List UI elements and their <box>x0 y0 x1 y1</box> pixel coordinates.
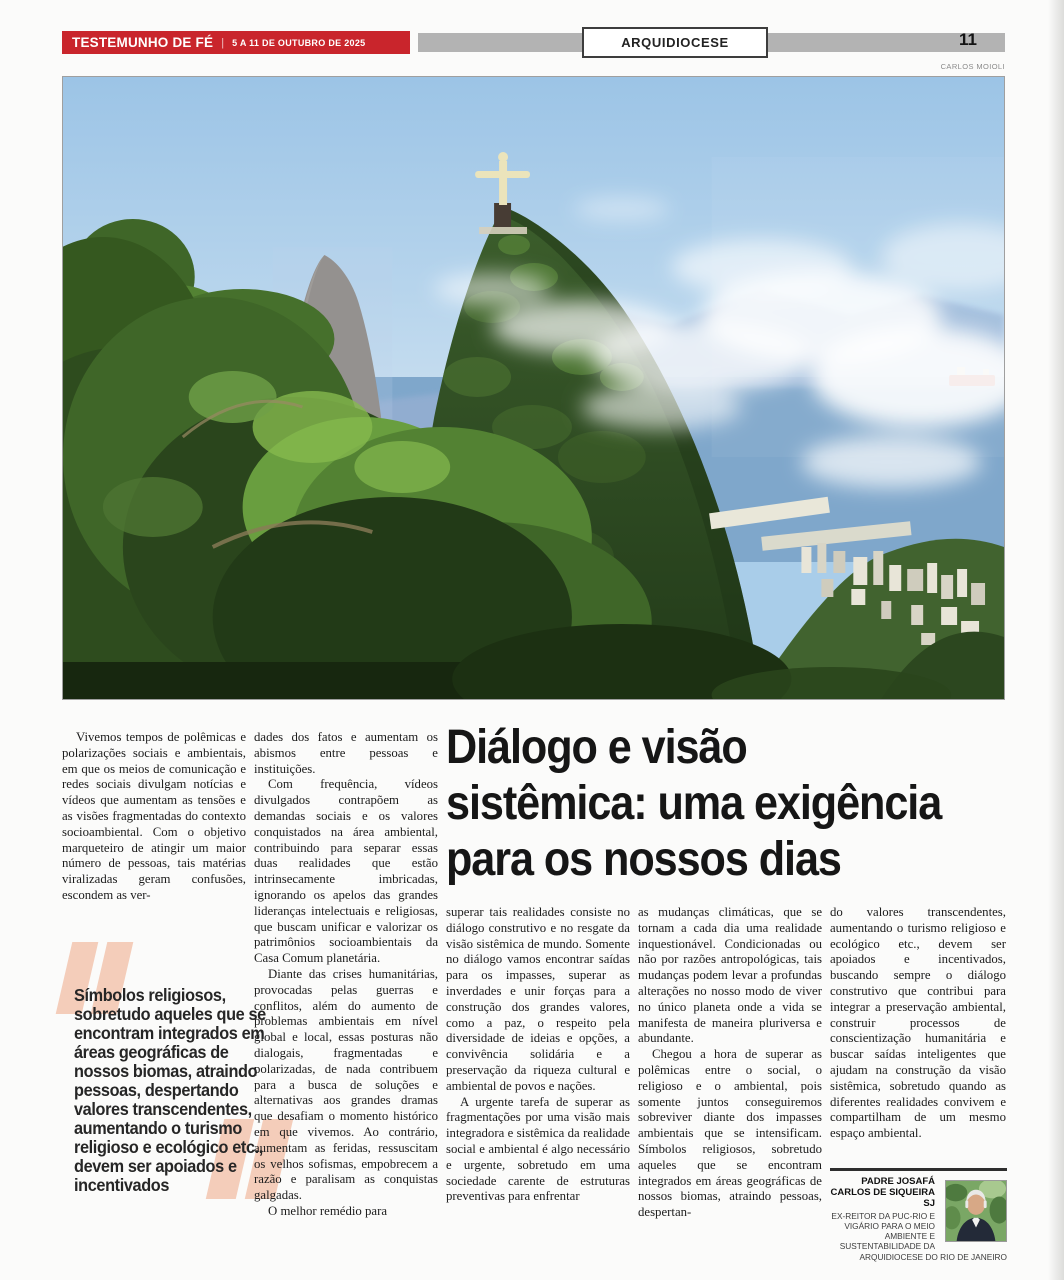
paragraph: Diante das crises humanitárias, provocadas pelas guerras e conflitos, além do aumento de problemas ambientais em nível global e local, essas posturas não dialogais, fragmentadas e polarizadas, de nada contribuem para a busca de soluções e alternativas aos grandes dramas que desafiam o momento histórico em que vivemos. Ao contrário, aumentam as feridas, ressuscitam os velhos sofismas, empobrecem a razão e paralisam as conquistas galgadas. <box>254 966 438 1203</box>
author-photo <box>945 1180 1007 1242</box>
body-column-1 <box>62 730 246 904</box>
body-column-3 <box>446 905 630 1205</box>
page-scan-edge <box>1048 0 1064 1280</box>
paragraph: O melhor remédio para <box>268 1203 388 1218</box>
section-label: ARQUIDIOCESE <box>582 27 768 58</box>
page-number: 11 <box>959 30 977 49</box>
kicker-separator: | <box>221 36 225 49</box>
paragraph: Chegou a hora de superar as polêmicas entre o social, o religioso e o ambiental, pois somente juntos conseguiremos sobreviver diante dos impasses ambientais que se intensificam. Símbolos religiosos, sobretudo aqueles que se encontram integrados em áreas geográficas de nossos biomas, atraindo pessoas, despertan- <box>638 1047 822 1220</box>
paragraph: superar tais realidades consiste no diálogo construtivo e no resgate da visão sistêmica de mundo. Somente no diálogo vamos encontrar saídas para os impasses, superar as inverdades e unir forças para a construção dos grandes valores, como a paz, o respeito pela diversidade de ideias e opções, a convivência solidária e a preservação da riqueza cultural e ambiental de povos e nações. <box>446 905 630 1093</box>
paragraph: A urgente tarefa de superar as fragmentações por uma visão mais integradora e sistêmica da realidade social e ambiental é algo necessário e urgente, sobretudo em uma sociedade carente de estruturas preventivas para enfrentar <box>446 1094 630 1204</box>
body-column-2 <box>254 730 438 1220</box>
paragraph: Com frequência, vídeos divulgados contrapõem as demandas sociais e os valores conquistados na área ambiental, contribuindo para separar essas duas realidades que estão intrinsecamente imbricadas, ignorando os apelos das grandes lideranças intelectuais e religiosas, que buscam unificar e valorizar os patrimônios socioambientais da Casa Comum planetária. <box>254 777 438 966</box>
article-headline <box>446 720 1009 888</box>
author-role: EX-REITOR DA PUC-RIO E VIGÁRIO PARA O MEIO AMBIENTE E SUSTENTABILIDADE DA <box>831 1211 935 1251</box>
headline-line-1: Diálogo e visão <box>446 721 747 774</box>
pull-quote <box>62 940 272 1195</box>
paragraph: Vivemos tempos de polêmicas e polarizações sociais e ambientais, em que os meios de comunicação e redes sociais divulgam notícias e vídeos que aumentam as tensões e as visões fragmentadas do contexto socioambiental. Com o objetivo marqueteiro de atingir um maior número de pessoas, tais matérias viralizadas geram confusões, escondem as ver- <box>62 730 246 902</box>
author-name: PADRE JOSAFÁ CARLOS DE SIQUEIRA SJ <box>830 1176 935 1209</box>
kicker-date: 5 A 11 DE OUTUBRO DE 2025 <box>232 37 366 48</box>
body-column-4 <box>638 905 822 1221</box>
photo-illustration <box>63 77 1004 699</box>
body-column-5 <box>830 905 1006 1142</box>
main-photo-rio-corcovado <box>62 76 1005 700</box>
paragraph: do valores transcendentes, aumentando o turismo religioso e ecológico etc., devem ser apoiados e incentivados, buscando sempre o diálogo construtivo que contribui para integrar a preservação ambiental, construir processos de conscientização humanitária e buscar saídas inteligentes que ajudam na construção da visão sistêmica, sobretudo quando as diferentes realidades convivem e compartilham de um mesmo espaço ambiental. <box>830 905 1006 1141</box>
kicker-bar <box>62 31 410 54</box>
paragraph: dades dos fatos e aumentam os abismos entre pessoas e instituições. <box>254 730 438 776</box>
kicker-title: TESTEMUNHO DE FÉ <box>72 35 214 50</box>
photo-credit: CARLOS MOIOLI <box>940 62 1005 71</box>
author-portrait-illustration <box>946 1181 1006 1241</box>
paragraph: as mudanças climáticas, que se tornam a cada dia uma realidade inquestionável. Condicionadas ou não por razões antropológicas, tais mudanças podem levar a profundas alterações no nosso modo de viver no único planeta onde a vida se manifesta de maneira pluriversa e abundante. <box>638 905 822 1046</box>
pull-quote-text: Símbolos religiosos, sobretudo aqueles que se encontram integrados em áreas geográficas de nossos biomas, atraindo pessoas, despertando valores transcendentes, aumentando o turismo religioso e ecológico etc., devem ser apoiados e incentivados <box>74 985 266 1195</box>
author-byline <box>830 1168 1007 1262</box>
headline-line-2: sistêmica: uma exigência <box>446 777 942 830</box>
headline-line-3: para os nossos dias <box>446 833 841 886</box>
author-role-org: ARQUIDIOCESE DO RIO DE JANEIRO <box>859 1251 1007 1262</box>
